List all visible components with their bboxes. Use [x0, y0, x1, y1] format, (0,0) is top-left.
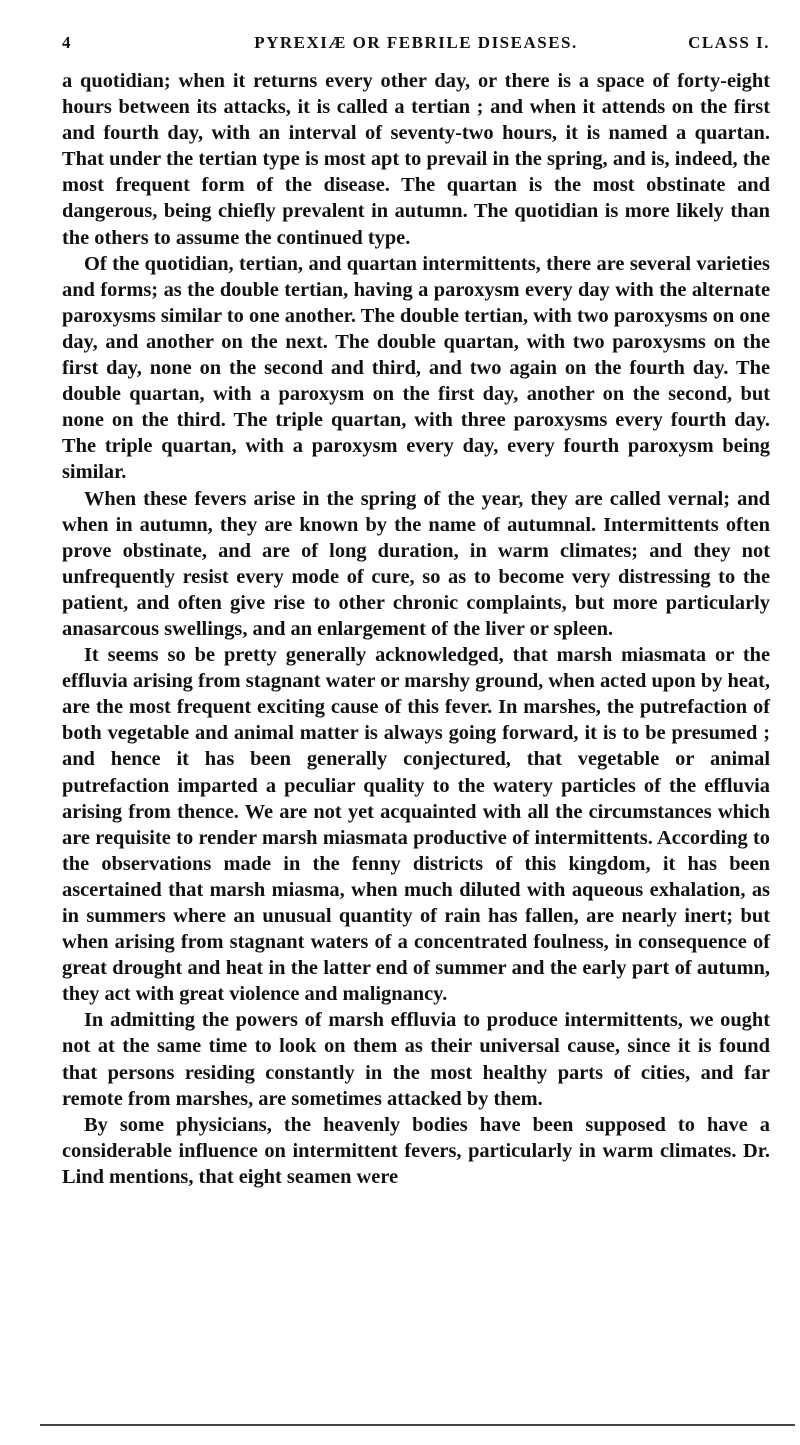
paragraph-heavenly-bodies: By some physicians, the heavenly bodies have been supposed to have a considerable influence on intermittent fevers, particularly in warm climates. Dr. Lind mentions, that eight seamen were	[62, 1113, 770, 1188]
paragraph-seasons: When these fevers arise in the spring of the year, they are called vernal; and when in autumn, they are known by the name of autumnal. Intermittents often prove obstinate, and are of long duration, in warm climates; and they not unfrequently resist every mode of cure, so as to become very distressing to the patient, and often give rise to other chronic complaints, but more particularly anasarcous swellings, and an enlargement of the liver or spleen.	[62, 487, 770, 640]
body-text	[62, 68, 770, 1190]
paragraph-varieties: Of the quotidian, tertian, and quartan intermittents, there are several varieties and forms; as the double tertian, having a paroxysm every day with the alternate paroxysms similar to one another. The double tertian, with two paroxysms on one day, and another on the next. The double quartan, with two paroxysms on the first day, none on the second and third, and two again on the fourth day. The double quartan, with a paroxysm on the first day, another on the second, but none on the third. The triple quartan, with three paroxysms every fourth day. The triple quartan, with a paroxysm every day, every fourth paroxysm being similar.	[62, 252, 770, 484]
footer-rule	[40, 1424, 795, 1426]
page-number: 4	[62, 33, 72, 52]
paragraph-marsh-miasmata: It seems so be pretty generally acknowledged, that marsh miasmata or the effluvia arising from stagnant water or marshy ground, when acted upon by heat, are the most frequent exciting cause of this fever. In marshes, the putrefaction of both vegetable and animal matter is always going forward, it is to be presumed ; and hence it has been generally conjectured, that vegetable or animal putrefaction imparted a peculiar quality to the watery particles of the effluvia arising from thence. We are not yet acquainted with all the circumstances which are requisite to render marsh miasmata productive of intermittents. According to the observations made in the fenny districts of this kingdom, it has been ascertained that marsh miasma, when much diluted with aqueous exhalation, as in summers where an unusual quantity of rain has fallen, are nearly inert; but when arising from stagnant waters of a concentrated foulness, in consequence of great drought and heat in the latter end of summer and the early part of autumn, they act with great violence and malignancy.	[62, 644, 770, 1006]
paragraph-continued: a quotidian; when it returns every other day, or there is a space of forty-eight hours between its attacks, it is called a tertian ; and when it attends on the first and fourth day, with an interval of seventy-two hours, it is named a quartan. That under the tertian type is most apt to prevail in the spring, and is, indeed, the most frequent form of the disease. The quartan is the most obstinate and dangerous, being chiefly prevalent in autumn. The quotidian is more likely than the others to assume the continued type.	[62, 70, 770, 249]
running-title: PYREXIÆ OR FEBRILE DISEASES.	[254, 33, 578, 52]
class-label: CLASS I.	[688, 33, 770, 52]
paragraph-universal-cause: In admitting the powers of marsh effluvia to produce intermittents, we ought not at the same time to look on them as their universal cause, since it is found that persons residing constantly in the most healthy parts of cities, and far remote from marshes, are sometimes attacked by them.	[62, 1009, 770, 1110]
running-header	[62, 33, 770, 59]
